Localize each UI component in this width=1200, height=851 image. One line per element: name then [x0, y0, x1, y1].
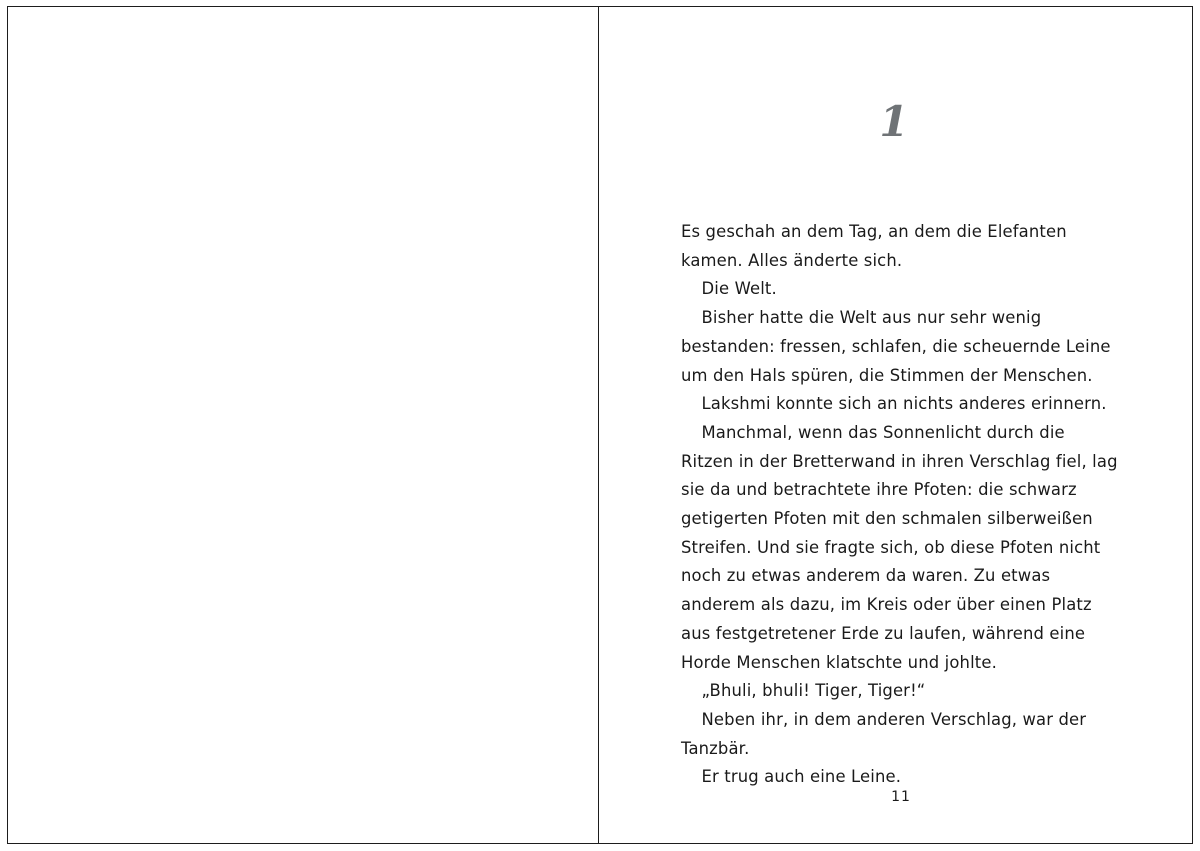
- paragraph: Manchmal, wenn das Sonnenlicht durch die Ritzen in der Bretterwand in ihren Verschlag fiel, lag sie da und betrachtete ihre Pfoten: die schwarz getigerten Pfoten mit den schmalen silberweißen Streifen. Und sie fragte sich, ob diese Pfoten nicht noch zu etwas anderem da waren. Zu etwas anderem als dazu, im Kreis oder über einen Platz aus festgetretener Erde zu laufen, während eine Horde Menschen klatschte und johlte.: [681, 422, 1118, 672]
- paragraph: Er trug auch eine Leine.: [701, 767, 902, 787]
- paragraph: Bisher hatte die Welt aus nur sehr wenig bestanden: fressen, schlafen, die scheuernde Leine um den Hals spüren, die Stimmen der Menschen.: [681, 308, 1111, 385]
- chapter-number: 1: [879, 97, 909, 146]
- right-page-body: [681, 97, 1121, 792]
- page-number: 11: [891, 789, 911, 805]
- right-page: [598, 6, 1193, 844]
- paragraph: Es geschah an dem Tag, an dem die Elefanten kamen. Alles änderte sich.: [681, 222, 1067, 270]
- body-text: [681, 218, 1121, 792]
- paragraph: Lakshmi konnte sich an nichts anderes erinnern.: [701, 394, 1107, 414]
- left-page: [7, 6, 599, 844]
- paragraph: „Bhuli, bhuli! Tiger, Tiger!“: [701, 681, 926, 701]
- paragraph: Neben ihr, in dem anderen Verschlag, war der Tanzbär.: [681, 709, 1087, 758]
- paragraph: Die Welt.: [701, 279, 777, 299]
